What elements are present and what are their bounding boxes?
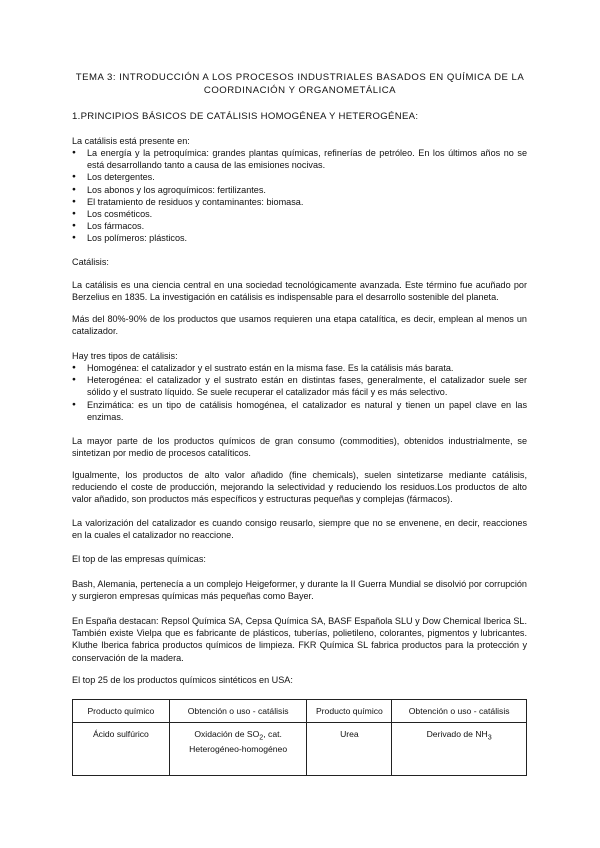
- types-list: [72, 362, 527, 423]
- table-header-row: [73, 700, 527, 723]
- subscript: 3: [487, 733, 492, 742]
- table-cell: [392, 723, 527, 776]
- paragraph-bash: Bash, Alemania, pertenecía a un complejo Heigeformer, y durante la II Guerra Mundial se disolvió por corrupción y surgieron empresas químicas más pequeñas como Bayer.: [72, 579, 527, 602]
- cell-text: Heterogéneo-homogéneo: [189, 743, 288, 754]
- list-item: ● El tratamiento de residuos y contaminantes: biomasa.: [72, 196, 527, 208]
- list-item: ● Los detergentes.: [72, 171, 527, 183]
- document-title: [60, 71, 540, 97]
- list-item: ● Homogénea: el catalizador y el sustrato están en la misma fase. Es la catálisis más barata.: [72, 362, 527, 374]
- list-item: ● Los fármacos.: [72, 220, 527, 232]
- top25-heading: El top 25 de los productos químicos sintéticos en USA:: [72, 675, 293, 685]
- list-item: ● La energía y la petroquímica: grandes plantas químicas, refinerías de petróleo. En los últimos años no se está desarrollando tanto a causa de las emisiones nocivas.: [72, 147, 527, 171]
- paragraph-valorization: La valorización del catalizador es cuando consigo reusarlo, siempre que no se envenene, en decir, reacciones en la cuales el catalizador no reaccione.: [72, 518, 527, 541]
- types-intro: Hay tres tipos de catálisis:: [72, 351, 178, 361]
- intro-text: La catálisis está presente en:: [72, 136, 190, 146]
- products-table: [72, 699, 527, 776]
- subscript: 2: [259, 733, 264, 742]
- list-item: ● Los cosméticos.: [72, 208, 527, 220]
- table-header-cell: Obtención o uso - catálisis: [392, 700, 527, 723]
- cell-text: Derivado de NH: [426, 729, 488, 739]
- title-line-1: TEMA 3: INTRODUCCIÓN A LOS PROCESOS INDUSTRIALES BASADOS EN QUÍMICA DE LA: [75, 72, 525, 83]
- table-cell: [169, 723, 307, 776]
- presence-list: [72, 147, 527, 245]
- table-header-cell: Producto químico: [307, 700, 392, 723]
- catalysis-heading: Catálisis:: [72, 257, 109, 267]
- table-row: [73, 723, 527, 776]
- section-heading: 1.PRINCIPIOS BÁSICOS DE CATÁLISIS HOMOGÉNEA Y HETEROGÉNEA:: [72, 111, 419, 122]
- paragraph-commodities: La mayor parte de los productos químicos de gran consumo (commodities), obtenidos industrialmente, se sintetizan por medio de procesos catalíticos.: [72, 436, 527, 459]
- table-cell: Ácido sulfúrico: [73, 723, 170, 776]
- table-header-cell: Obtención o uso - catálisis: [169, 700, 307, 723]
- table-cell: Urea: [307, 723, 392, 776]
- title-line-2: COORDINACIÓN Y ORGANOMETÁLICA: [203, 85, 397, 96]
- list-item: ● Los abonos y los agroquímicos: fertilizantes.: [72, 184, 527, 196]
- cell-text: Oxidación de SO: [194, 729, 260, 739]
- paragraph-central-science: La catálisis es una ciencia central en una sociedad tecnológicamente avanzada. Este término fue acuñado por Berzelius en 1835. La investigación en catálisis es indispensable para el desarrollo sostenible del planeta.: [72, 280, 527, 303]
- list-item: ● Heterogénea: el catalizador y el sustrato están en distintas fases, generalmente, el catalizador suele ser sólido y el sustrato líquido. Se suele recuperar el catalizador más fácil y es más selectivo.: [72, 374, 527, 398]
- companies-heading: El top de las empresas químicas:: [72, 554, 206, 564]
- cell-text: , cat.: [263, 729, 282, 739]
- paragraph-fine-chemicals: Igualmente, los productos de alto valor añadido (fine chemicals), suelen sintetizarse mediante catálisis, reduciendo el coste de producción, mejorando la selectividad y reduciendo los residuos.Los productos de alto valor añadido, son productos más específicos y estructuras pequeñas y complejas (fármacos).: [72, 470, 527, 505]
- paragraph-percent: Más del 80%-90% de los productos que usamos requieren una etapa catalítica, es decir, emplean al menos un catalizador.: [72, 314, 527, 337]
- list-item: ● Los polímeros: plásticos.: [72, 232, 527, 244]
- table-header-cell: Producto químico: [73, 700, 170, 723]
- paragraph-spain: En España destacan: Repsol Química SA, Cepsa Química SA, BASF Española SLU y Dow Chemical Iberica SL. También existe Vielpa que es fabricante de plásticos, tuberías, polietileno, colorantes, pigmentos y lubricantes. Kluthe Iberica fabrica productos químicos de limpieza. FKR Química SL fabrica productos para la protección y conservación de la madera.: [72, 616, 527, 663]
- list-item: ● Enzimática: es un tipo de catálisis homogénea, el catalizador es natural y tienen un papel clave en las enzimas.: [72, 399, 527, 423]
